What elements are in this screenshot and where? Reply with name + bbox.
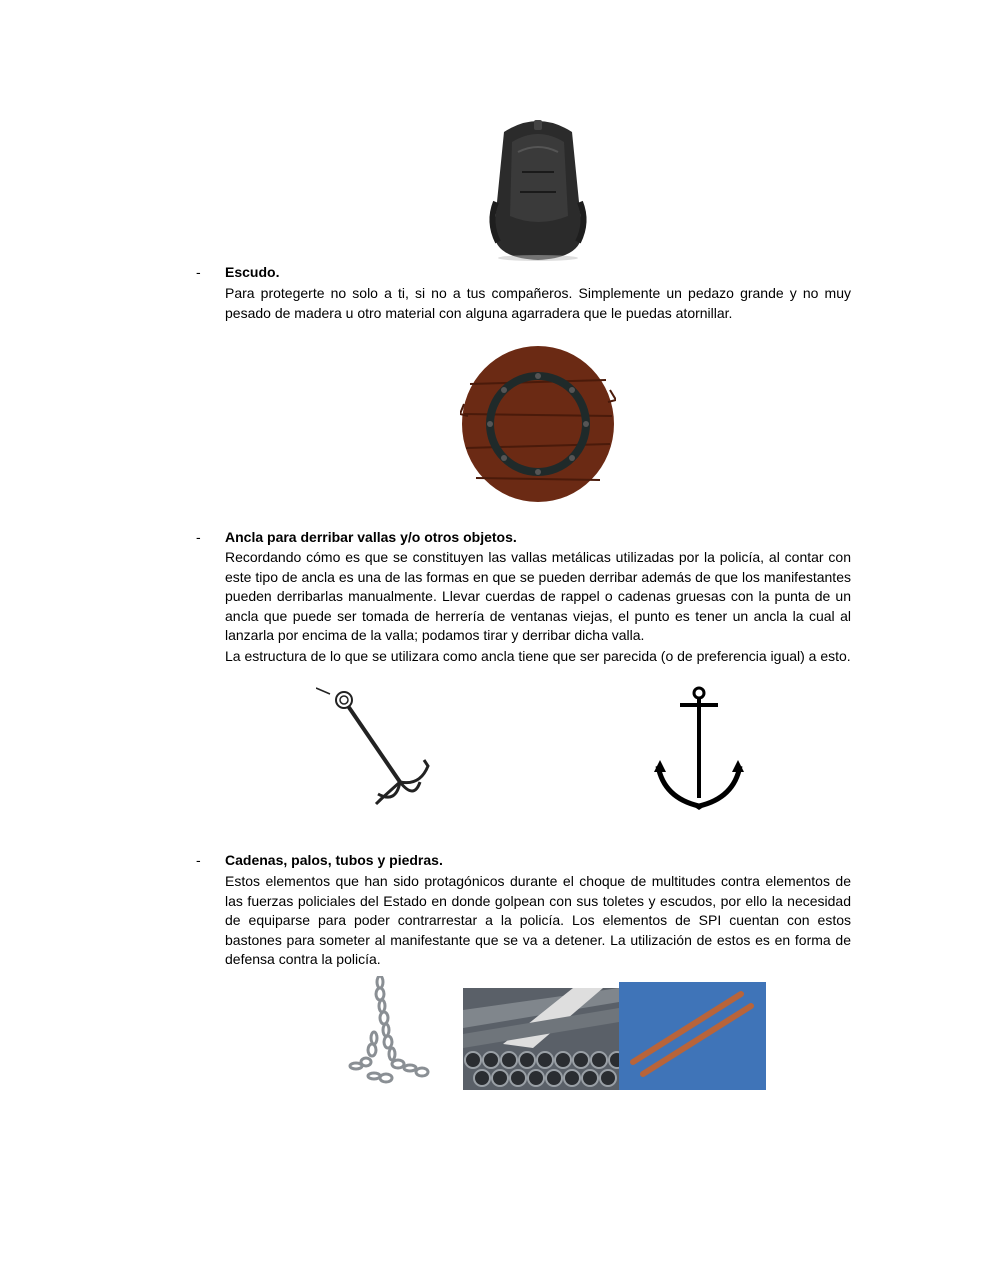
- chain-image: [344, 976, 430, 1084]
- section-title-escudo: Escudo.: [225, 264, 280, 280]
- section-title-ancla: Ancla para derribar vallas y/o otros objetos.: [225, 529, 517, 545]
- section-body-escudo: Para protegerte no solo a ti, si no a tus compañeros. Simplemente un pedazo grande y no muy pesado de madera u otro material con alguna agarradera que le puedas atornillar.: [225, 285, 851, 321]
- grappling-hook-image: [316, 686, 438, 810]
- section-body2-ancla: La estructura de lo que se utilizara como ancla tiene que ser parecida (o de preferencia igual) a esto.: [225, 648, 851, 664]
- section-bullet: -: [196, 264, 201, 280]
- shield-image: [460, 344, 616, 504]
- section-body-cadenas: Estos elementos que han sido protagónicos durante el choque de multitudes contra elementos de las fuerzas policiales del Estado en donde golpean con sus toletes y escudos, por ello la necesidad de equiparse para poder contrarrestar a la policía. Los elementos de SPI cuentan con estos bastones para someter al manifestante que se va a detener. La utilización de estos es en forma de defensa contra la policía.: [225, 873, 851, 968]
- section-title-cadenas: Cadenas, palos, tubos y piedras.: [225, 852, 443, 868]
- section-body-ancla: Recordando cómo es que se constituyen las vallas metálicas utilizadas por la policía, al contar con este tipo de ancla es una de las formas en que se pueden derribar además de que los manifestantes pueden derribarlas manualmente. Llevar cuerdas de rappel o cadenas gruesas con la punta de un ancla que puede ser tomada de herrería de ventanas viejas, el punto es tener un ancla la cual al lanzarla por encima de la valla; podamos tirar y derribar dicha valla.: [225, 549, 851, 644]
- anchor-icon: [654, 686, 744, 810]
- section-bullet: -: [196, 852, 201, 868]
- backpack-image: [482, 112, 594, 262]
- sticks-image: [619, 982, 766, 1090]
- section-bullet: -: [196, 529, 201, 545]
- pipes-image: [463, 988, 619, 1090]
